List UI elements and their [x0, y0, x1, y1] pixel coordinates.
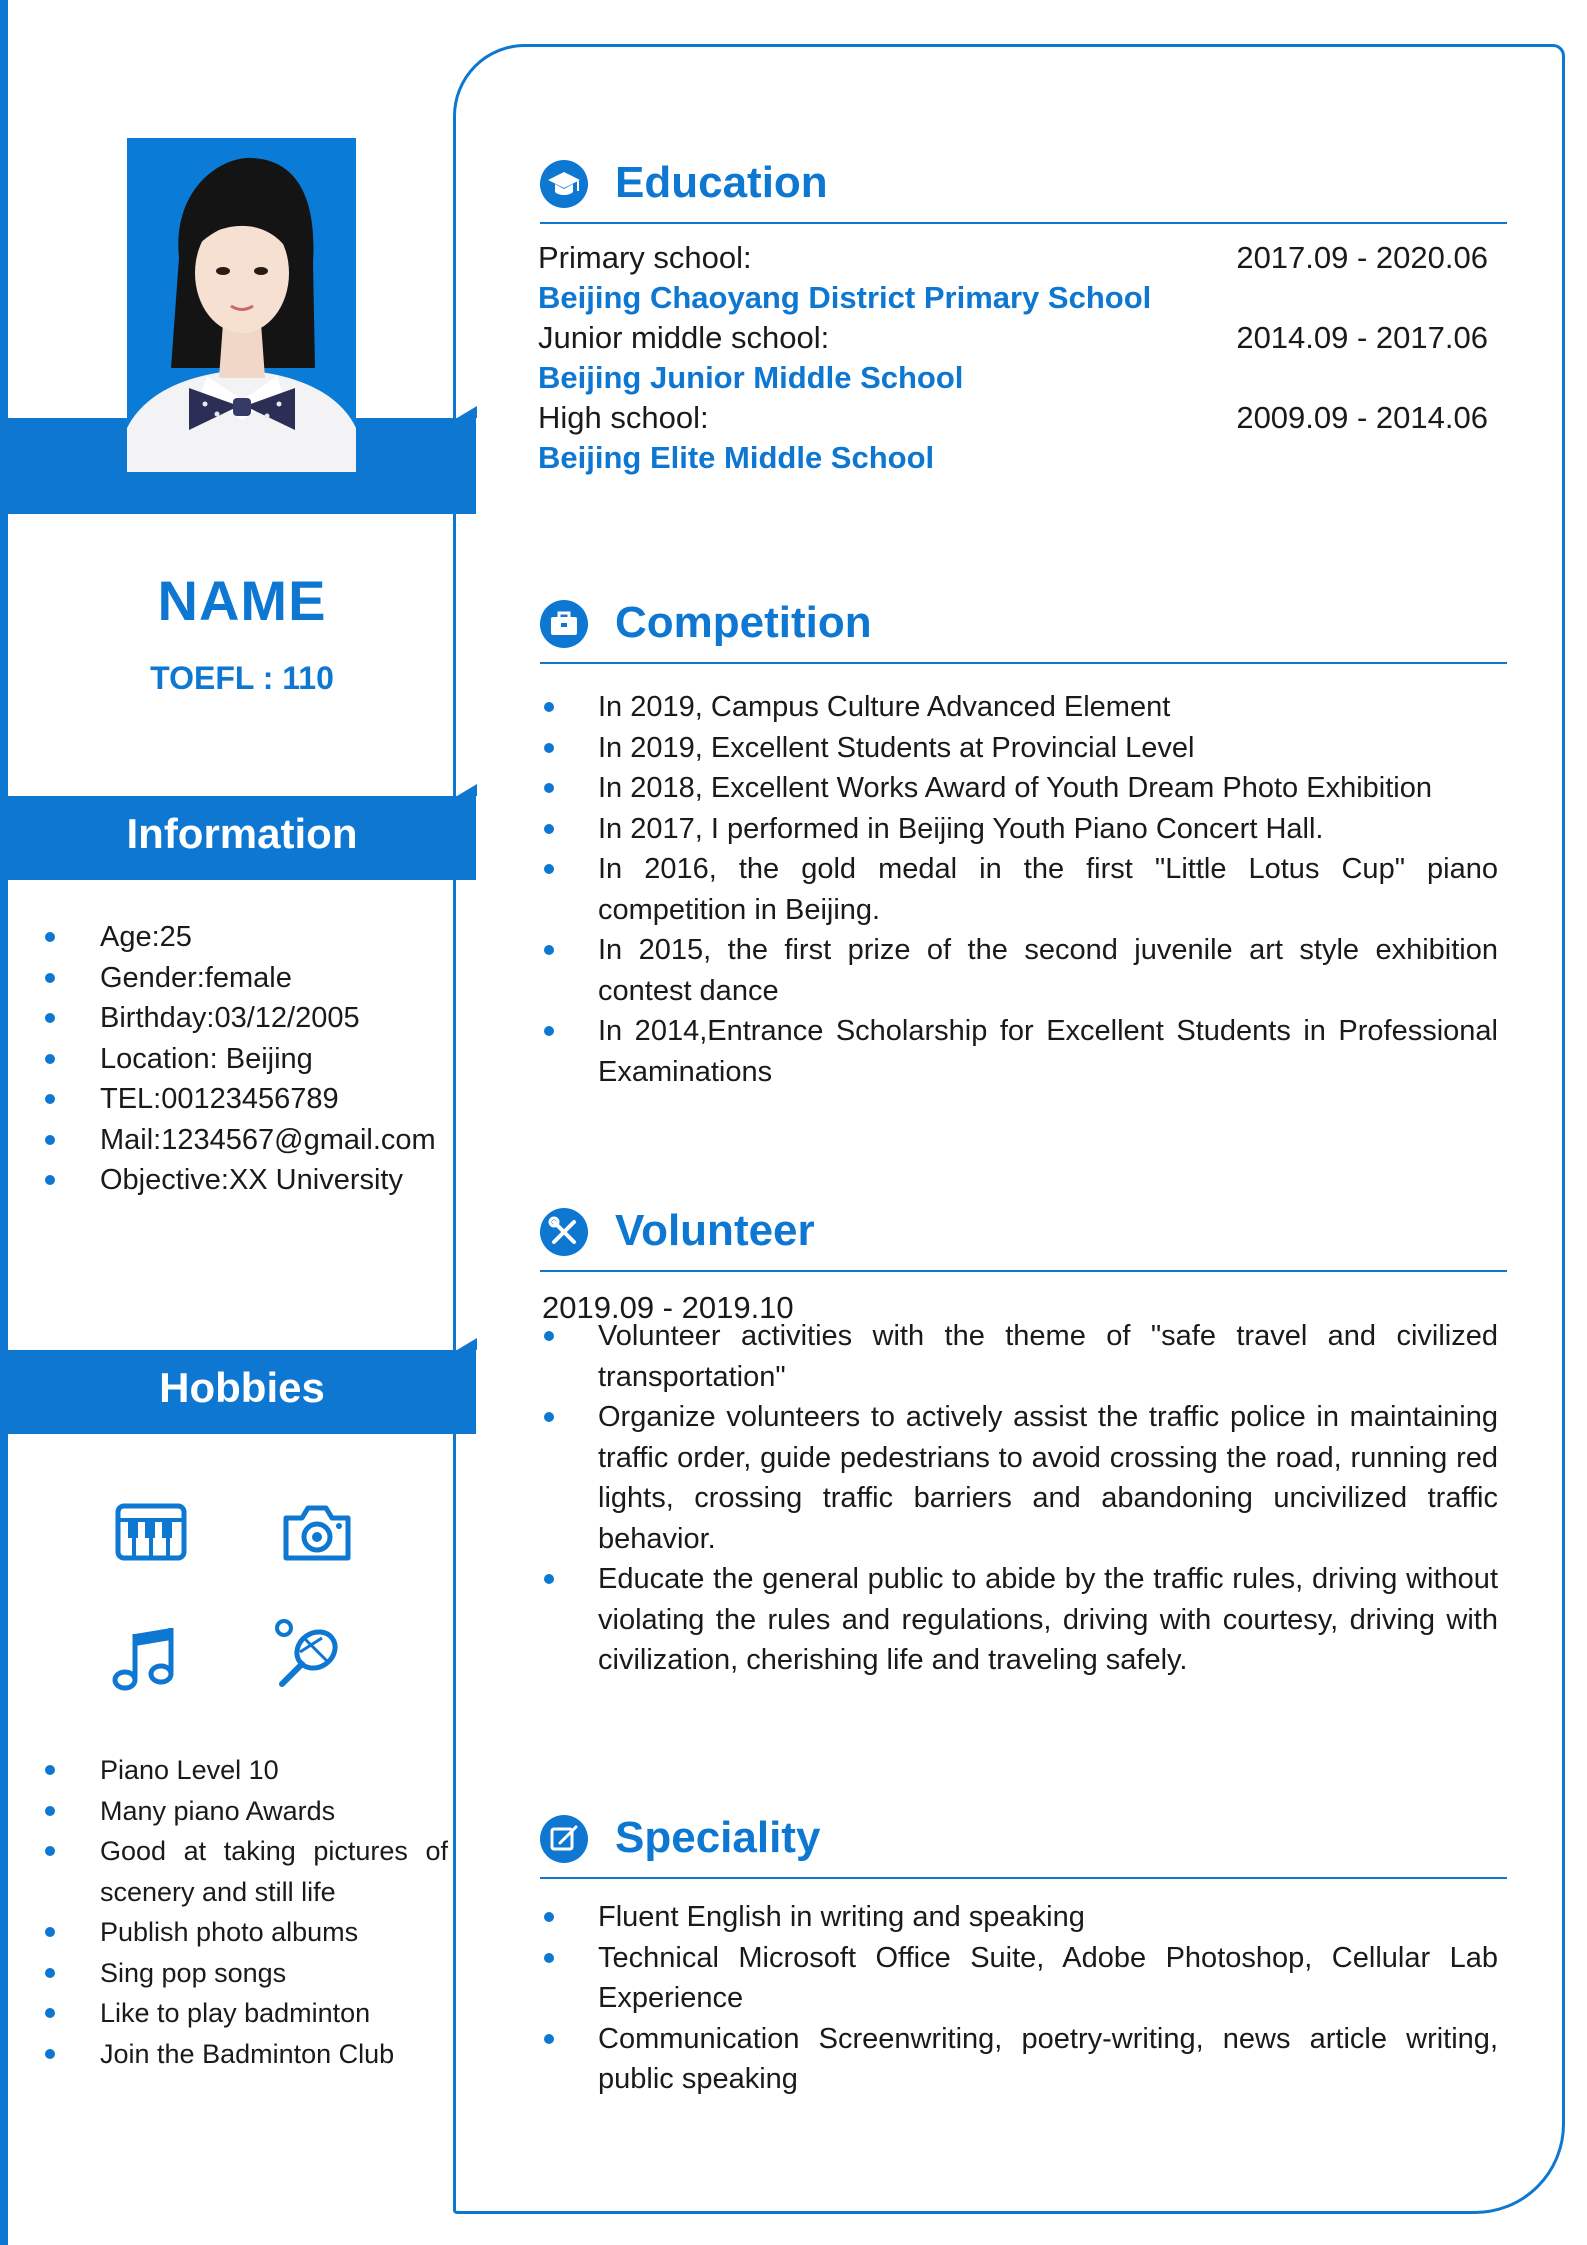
competition-item: In 2014,Entrance Scholarship for Excellent Students in Professional Examinations: [540, 1011, 1498, 1092]
speciality-item: Fluent English in writing and speaking: [540, 1897, 1498, 1938]
candidate-name: NAME: [157, 569, 327, 632]
education-school: Beijing Elite Middle School: [538, 440, 935, 475]
edit-icon: [540, 1815, 588, 1863]
badminton-icon: [272, 1616, 346, 1690]
competition-item: In 2017, I performed in Beijing Youth Piano Concert Hall.: [540, 809, 1498, 850]
hobbies-title: Hobbies: [159, 1364, 325, 1411]
graduation-cap-icon: [540, 160, 588, 208]
competition-header: [540, 598, 1507, 664]
speciality-header: [540, 1813, 1507, 1879]
briefcase-icon: [540, 600, 588, 648]
tools-icon: [540, 1208, 588, 1256]
hobbies-band: [8, 1350, 476, 1434]
competition-title: Competition: [615, 598, 872, 647]
hobby-item: Piano Level 10: [40, 1750, 448, 1791]
hobby-item: Publish photo albums: [40, 1912, 448, 1953]
education-level: High school:: [538, 400, 709, 435]
info-item-age: Age:25: [40, 917, 460, 958]
volunteer-header: [540, 1206, 1507, 1272]
speciality-list: [540, 1897, 1498, 2100]
competition-item: In 2019, Campus Culture Advanced Element: [540, 687, 1498, 728]
education-header: [540, 158, 1507, 224]
info-item-birthday: Birthday:03/12/2005: [40, 998, 460, 1039]
volunteer-item: Organize volunteers to actively assist the traffic police in maintaining traffic order, guide pedestrians to avoid crossing the road, running red lights, crossing traffic barriers and abandoning uncivilized traffic behavior.: [540, 1397, 1498, 1559]
hobby-item: Many piano Awards: [40, 1791, 448, 1832]
education-dates: 2014.09 - 2017.06: [1236, 320, 1488, 355]
education-dates: 2017.09 - 2020.06: [1236, 240, 1488, 275]
info-item-tel: TEL:00123456789: [40, 1079, 460, 1120]
education-school: Beijing Junior Middle School: [538, 360, 964, 395]
volunteer-item: Volunteer activities with the theme of "safe travel and civilized transportation": [540, 1316, 1498, 1397]
information-list: [40, 917, 460, 1201]
competition-item: In 2016, the gold medal in the first "Little Lotus Cup" piano competition in Beijing.: [540, 849, 1498, 930]
competition-item: In 2019, Excellent Students at Provincial Level: [540, 728, 1498, 769]
education-title: Education: [615, 158, 828, 207]
toefl-score: TOEFL : 110: [150, 660, 334, 696]
info-item-mail: Mail:1234567@gmail.com: [40, 1120, 460, 1161]
music-note-icon: [108, 1620, 182, 1694]
volunteer-title: Volunteer: [615, 1206, 815, 1255]
education-school: Beijing Chaoyang District Primary School: [538, 280, 1152, 315]
competition-item: In 2015, the first prize of the second juvenile art style exhibition contest dance: [540, 930, 1498, 1011]
competition-item: In 2018, Excellent Works Award of Youth Dream Photo Exhibition: [540, 768, 1498, 809]
profile-photo: [127, 138, 356, 472]
speciality-item: Technical Microsoft Office Suite, Adobe Photoshop, Cellular Lab Experience: [540, 1938, 1498, 2019]
education-level: Primary school:: [538, 240, 752, 275]
hobby-item: Like to play badminton: [40, 1993, 448, 2034]
education-level: Junior middle school:: [538, 320, 830, 355]
volunteer-item: Educate the general public to abide by the traffic rules, driving without violating the rules and regulations, driving with courtesy, driving with civilization, cherishing life and traveling safely.: [540, 1559, 1498, 1681]
info-item-gender: Gender:female: [40, 958, 460, 999]
hobby-item: Good at taking pictures of scenery and still life: [40, 1831, 448, 1912]
education-dates: 2009.09 - 2014.06: [1236, 400, 1488, 435]
information-band: [8, 796, 476, 880]
hobby-item: Join the Badminton Club: [40, 2034, 448, 2075]
info-item-location: Location: Beijing: [40, 1039, 460, 1080]
speciality-item: Communication Screenwriting, poetry-writing, news article writing, public speaking: [540, 2019, 1498, 2100]
volunteer-list: [540, 1316, 1498, 1681]
hobbies-list: [40, 1750, 448, 2074]
page-edge-stripe: [0, 0, 8, 2245]
speciality-title: Speciality: [615, 1813, 821, 1862]
info-item-objective: Objective:XX University: [40, 1160, 460, 1201]
information-title: Information: [126, 810, 358, 857]
camera-icon: [280, 1496, 354, 1570]
hobby-item: Sing pop songs: [40, 1953, 448, 1994]
competition-list: [540, 687, 1498, 1092]
piano-icon: [114, 1496, 188, 1570]
volunteer-dates: 2019.09 - 2019.10: [542, 1290, 794, 1325]
